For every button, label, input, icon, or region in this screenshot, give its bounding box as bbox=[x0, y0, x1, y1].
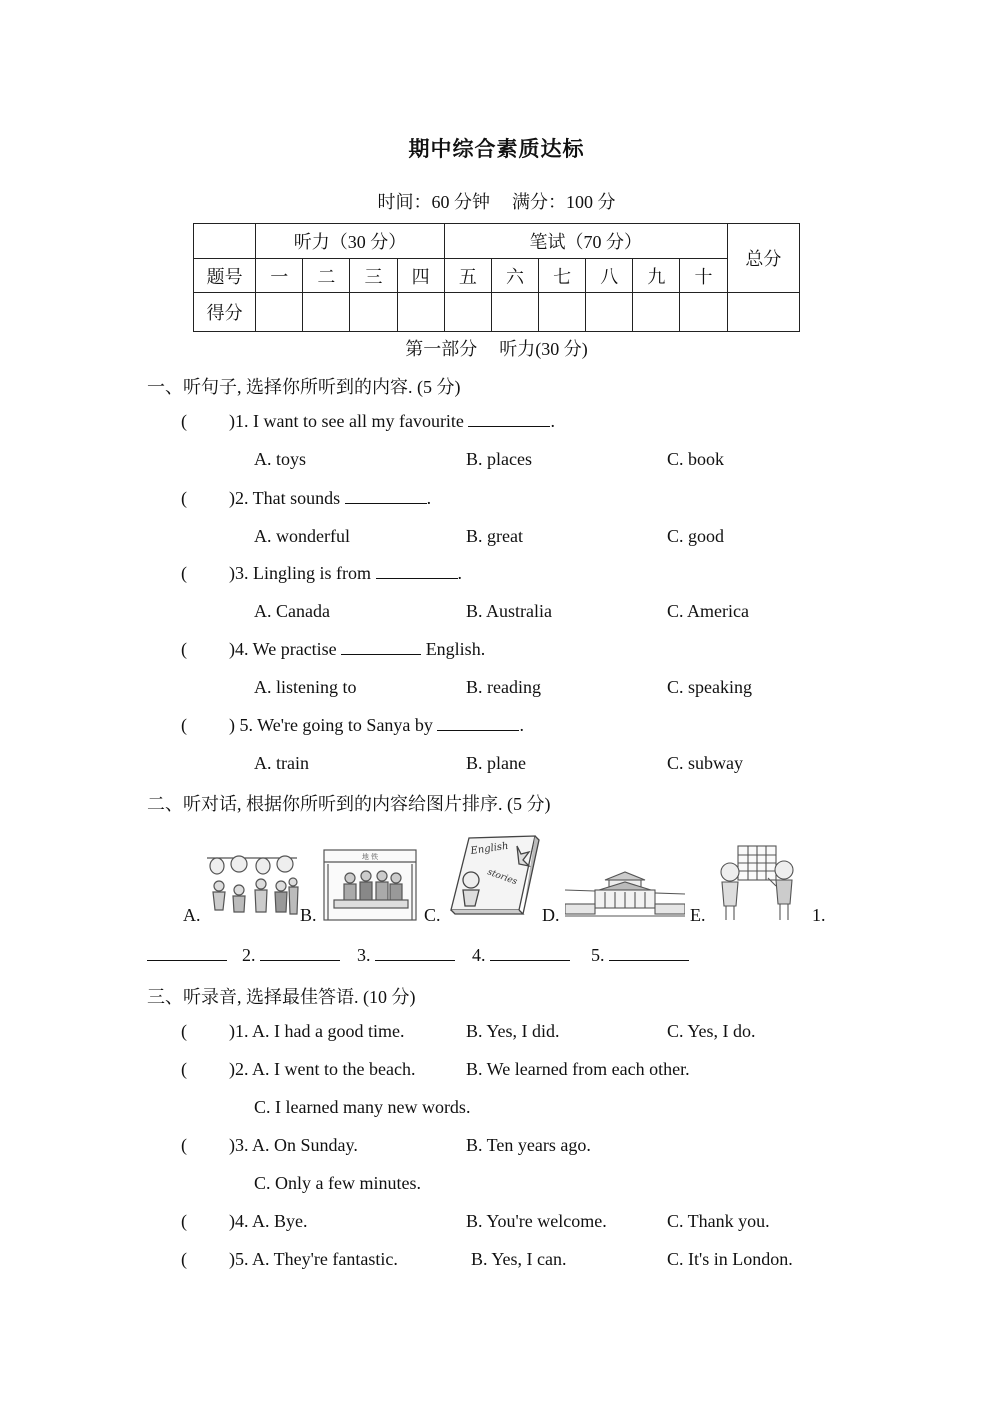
answer-number: 3. bbox=[357, 945, 371, 965]
answer-line bbox=[472, 945, 570, 966]
number-cell: 三 bbox=[350, 259, 397, 293]
option-b[interactable]: B. Ten years ago. bbox=[466, 1135, 591, 1155]
score-cell[interactable] bbox=[586, 293, 633, 332]
fill-blank[interactable] bbox=[345, 489, 427, 504]
full-score: 满分：100 分 bbox=[512, 192, 616, 212]
answer-line bbox=[357, 945, 455, 966]
part-name: 听力(30 分) bbox=[499, 339, 588, 359]
option-c[interactable]: C. book bbox=[667, 449, 725, 469]
option-b[interactable]: B. plane bbox=[466, 753, 526, 773]
answer-paren: ( bbox=[181, 488, 187, 508]
picture-festival bbox=[203, 852, 301, 922]
option-a[interactable]: A. Canada bbox=[254, 601, 330, 621]
question-text: ) 5. We're going to Sanya by bbox=[229, 715, 433, 735]
fill-blank[interactable] bbox=[468, 412, 550, 427]
picture-label: A. bbox=[183, 905, 201, 925]
question-item bbox=[229, 411, 555, 432]
option-c[interactable]: C. Yes, I do. bbox=[667, 1021, 756, 1041]
order-blank[interactable] bbox=[609, 946, 689, 961]
question-end: . bbox=[519, 715, 524, 735]
answer-paren: ( bbox=[181, 411, 187, 431]
answer-number: 2. bbox=[242, 945, 256, 965]
exam-info bbox=[0, 188, 993, 214]
option-a[interactable]: )4. A. Bye. bbox=[229, 1211, 308, 1231]
picture-label: E. bbox=[690, 905, 706, 925]
option-c[interactable]: C. good bbox=[667, 526, 725, 546]
number-cell: 十 bbox=[680, 259, 727, 293]
fill-blank[interactable] bbox=[376, 564, 458, 579]
option-a[interactable]: A. listening to bbox=[254, 677, 357, 697]
option-a[interactable]: )5. A. They're fantastic. bbox=[229, 1249, 398, 1269]
option-b[interactable]: B. We learned from each other. bbox=[466, 1059, 690, 1079]
picture-book bbox=[447, 832, 541, 916]
picture-label: D. bbox=[542, 905, 560, 925]
option-b[interactable]: B. reading bbox=[466, 677, 541, 697]
part-label: 第一部分 bbox=[405, 339, 478, 359]
answer-paren: ( bbox=[181, 1059, 187, 1079]
book-title: English bbox=[469, 840, 510, 857]
total-score-cell[interactable] bbox=[727, 293, 799, 332]
score-cell[interactable] bbox=[444, 293, 491, 332]
option-b[interactable]: B. great bbox=[466, 526, 523, 546]
question-item bbox=[229, 563, 462, 584]
answer-number: 1. bbox=[812, 905, 826, 925]
answer-line bbox=[591, 945, 689, 966]
score-cell[interactable] bbox=[491, 293, 538, 332]
answer-paren: ( bbox=[181, 1249, 187, 1269]
number-cell: 一 bbox=[256, 259, 303, 293]
section3-heading: 三、听录音, 选择最佳答语. (10 分) bbox=[147, 987, 416, 1007]
corner-cell bbox=[194, 224, 256, 259]
option-b[interactable]: B. Australia bbox=[466, 601, 552, 621]
score-cell[interactable] bbox=[633, 293, 680, 332]
question-text: )3. Lingling is from bbox=[229, 563, 371, 583]
number-cell: 四 bbox=[397, 259, 444, 293]
score-cell[interactable] bbox=[303, 293, 350, 332]
page-title: 期中综合素质达标 bbox=[408, 137, 585, 161]
option-a[interactable]: A. wonderful bbox=[254, 526, 350, 546]
answer-number: 5. bbox=[591, 945, 605, 965]
answer-paren: ( bbox=[181, 715, 187, 735]
writing-header: 笔试（70 分） bbox=[444, 224, 727, 259]
number-cell: 五 bbox=[444, 259, 491, 293]
answer-line bbox=[242, 945, 340, 966]
question-text: )4. We practise bbox=[229, 639, 337, 659]
option-a[interactable]: A. toys bbox=[254, 449, 307, 469]
question-end: . bbox=[426, 488, 432, 508]
number-cell: 七 bbox=[539, 259, 586, 293]
option-a[interactable]: )1. A. I had a good time. bbox=[229, 1021, 405, 1041]
order-blank[interactable] bbox=[490, 946, 570, 961]
order-blank[interactable] bbox=[375, 946, 455, 961]
picture-label: B. bbox=[300, 905, 317, 925]
question-text: )2. That sounds bbox=[229, 488, 341, 508]
option-a[interactable]: A. train bbox=[254, 753, 309, 773]
score-label: 得分 bbox=[194, 293, 256, 332]
number-label: 题号 bbox=[194, 259, 256, 293]
score-cell[interactable] bbox=[680, 293, 727, 332]
score-cell[interactable] bbox=[256, 293, 303, 332]
question-end: . bbox=[550, 411, 555, 431]
subway-sign-text: 地 铁 bbox=[361, 853, 379, 861]
answer-paren: ( bbox=[181, 639, 187, 659]
option-b[interactable]: B. Yes, I can. bbox=[471, 1249, 567, 1269]
number-cell: 六 bbox=[491, 259, 538, 293]
time-limit: 时间：60 分钟 bbox=[377, 192, 490, 212]
score-cell[interactable] bbox=[397, 293, 444, 332]
option-c[interactable]: C. Only a few minutes. bbox=[254, 1173, 421, 1193]
option-b[interactable]: B. places bbox=[466, 449, 532, 469]
option-c[interactable]: C. speaking bbox=[667, 677, 752, 697]
fill-blank[interactable] bbox=[341, 640, 421, 655]
section2-heading: 二、听对话, 根据你所听到的内容给图片排序. (5 分) bbox=[147, 794, 551, 814]
option-a[interactable]: )2. A. I went to the beach. bbox=[229, 1059, 416, 1079]
option-b[interactable]: B. You're welcome. bbox=[466, 1211, 607, 1231]
option-b[interactable]: B. Yes, I did. bbox=[466, 1021, 560, 1041]
picture-two-boys bbox=[714, 844, 802, 922]
book-subtitle: stories bbox=[485, 867, 519, 888]
order-blank[interactable] bbox=[147, 946, 227, 961]
total-header: 总分 bbox=[727, 224, 799, 293]
question-end: English. bbox=[425, 639, 486, 659]
picture-label: C. bbox=[424, 905, 441, 925]
part-heading bbox=[0, 335, 993, 361]
answer-number: 4. bbox=[472, 945, 486, 965]
answer-paren: ( bbox=[181, 1211, 187, 1231]
answer-line bbox=[147, 945, 227, 966]
score-cell[interactable] bbox=[539, 293, 586, 332]
question-item bbox=[229, 639, 485, 660]
option-c[interactable]: C. America bbox=[667, 601, 749, 621]
number-cell: 九 bbox=[633, 259, 680, 293]
score-cell[interactable] bbox=[350, 293, 397, 332]
question-item bbox=[229, 715, 524, 736]
option-c[interactable]: C. subway bbox=[667, 753, 743, 773]
question-item bbox=[229, 488, 431, 509]
answer-paren: ( bbox=[181, 563, 187, 583]
number-cell: 八 bbox=[586, 259, 633, 293]
score-table bbox=[193, 223, 800, 332]
answer-paren: ( bbox=[181, 1135, 187, 1155]
option-c[interactable]: C. Thank you. bbox=[667, 1211, 770, 1231]
option-c[interactable]: C. It's in London. bbox=[667, 1249, 793, 1269]
option-a[interactable]: )3. A. On Sunday. bbox=[229, 1135, 358, 1155]
question-text: )1. I want to see all my favourite bbox=[229, 411, 464, 431]
section1-heading: 一、听句子, 选择你所听到的内容. (5 分) bbox=[147, 377, 461, 397]
fill-blank[interactable] bbox=[437, 716, 519, 731]
order-blank[interactable] bbox=[260, 946, 340, 961]
question-end: . bbox=[457, 563, 462, 583]
listening-header: 听力（30 分） bbox=[256, 224, 445, 259]
number-cell: 二 bbox=[303, 259, 350, 293]
picture-subway bbox=[322, 848, 418, 922]
option-c[interactable]: C. I learned many new words. bbox=[254, 1097, 471, 1117]
answer-paren: ( bbox=[181, 1021, 187, 1041]
picture-palace bbox=[565, 870, 685, 918]
